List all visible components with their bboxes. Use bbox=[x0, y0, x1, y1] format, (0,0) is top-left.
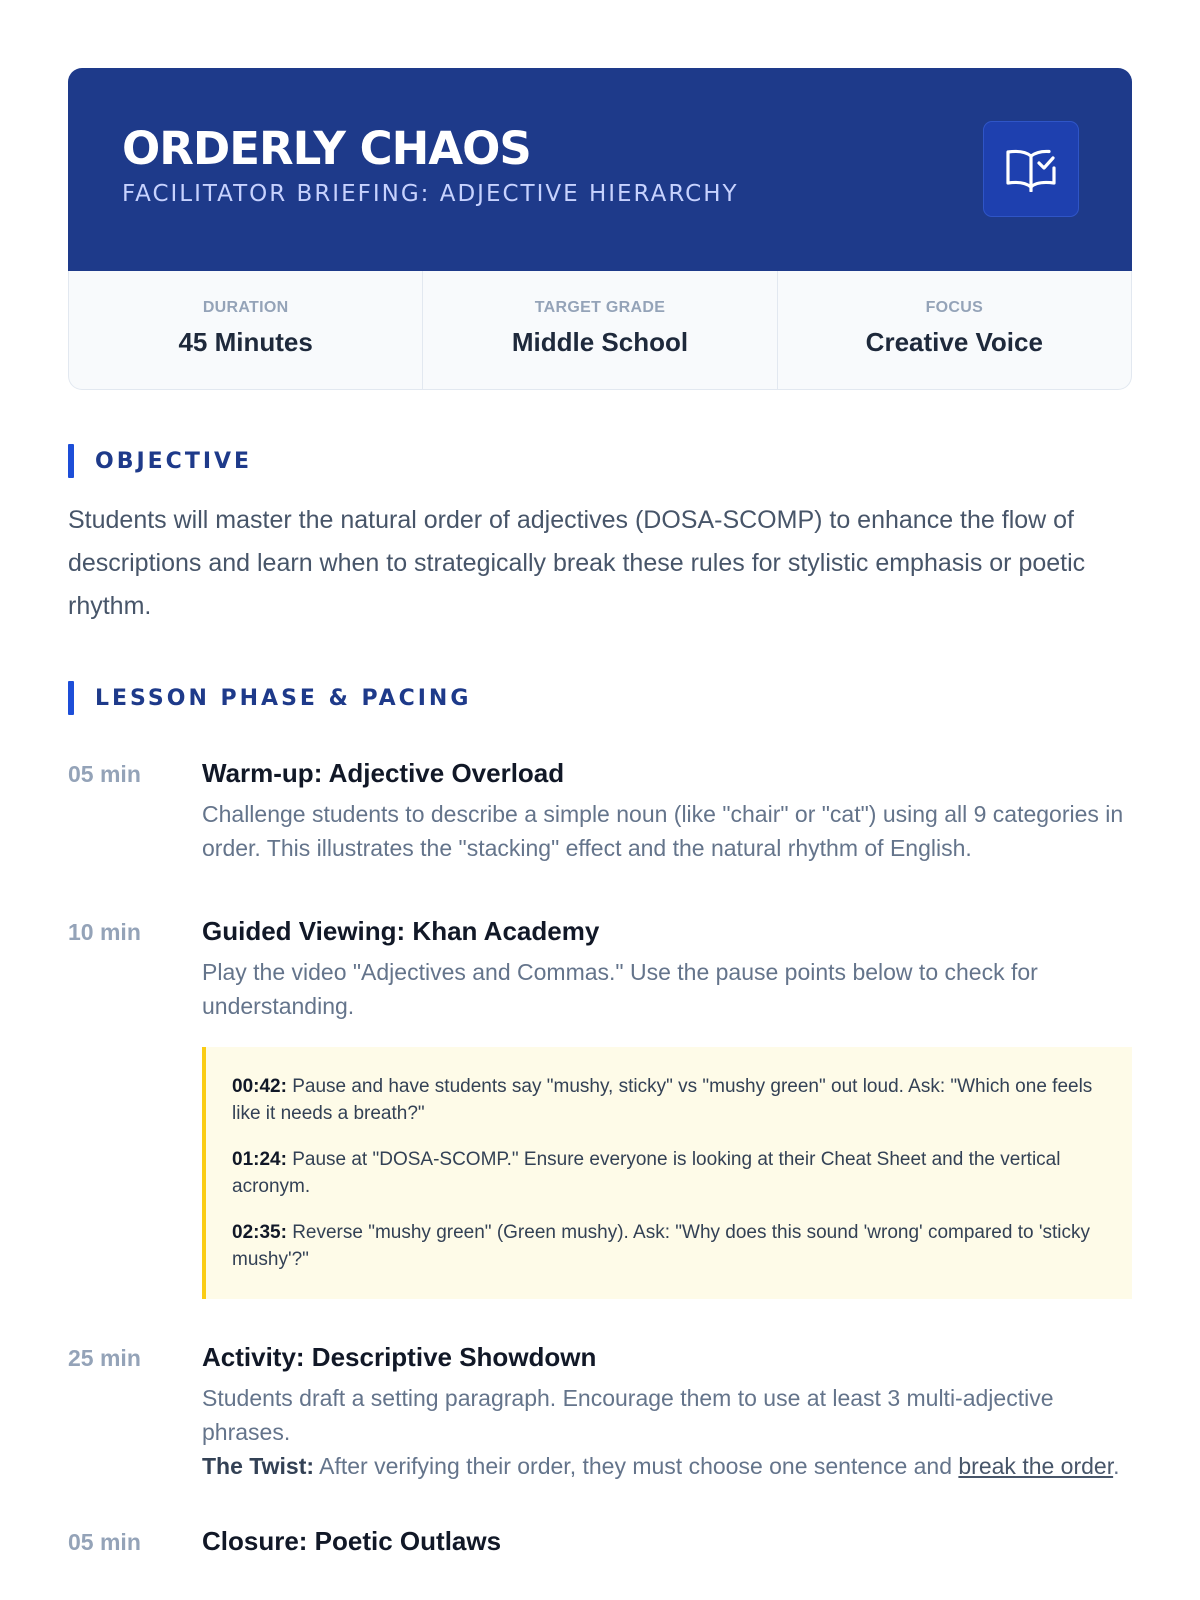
book-check-icon bbox=[983, 121, 1079, 217]
page-subtitle: FACILITATOR BRIEFING: ADJECTIVE HIERARCHY bbox=[122, 181, 739, 207]
twist-end: . bbox=[1113, 1453, 1120, 1479]
phase-title: Closure: Poetic Outlaws bbox=[202, 1526, 502, 1556]
meta-label: TARGET GRADE bbox=[534, 299, 666, 316]
pause-point bbox=[232, 1146, 1106, 1200]
phase-time: 10 min bbox=[68, 919, 141, 945]
meta-target-grade bbox=[423, 271, 777, 389]
pacing-heading bbox=[68, 681, 1132, 715]
phase-body bbox=[202, 1341, 1132, 1483]
page-title: ORDERLY CHAOS bbox=[122, 122, 531, 175]
meta-value: Creative Voice bbox=[865, 327, 1043, 357]
pause-note: Pause and have students say "mushy, sticky" vs "mushy green" out loud. Ask: "Which one feels like it needs a breath?" bbox=[232, 1076, 1093, 1124]
lesson-meta bbox=[68, 271, 1132, 390]
objective-heading bbox=[68, 444, 1132, 478]
pause-note: Pause at "DOSA-SCOMP." Ensure everyone is looking at their Cheat Sheet and the vertical acronym. bbox=[232, 1149, 1061, 1197]
section-accent-bar bbox=[68, 444, 74, 478]
twist-text: After verifying their order, they must choose one sentence and bbox=[314, 1453, 959, 1479]
twist-label: The Twist: bbox=[202, 1453, 315, 1479]
phase-time: 05 min bbox=[68, 1529, 141, 1555]
phase-body bbox=[202, 1525, 1132, 1557]
objective-text: Students will master the natural order of adjectives (DOSA-SCOMP) to enhance the flow of descriptions and learn when to strategically break these rules for stylistic emphasis or poetic rhythm. bbox=[68, 506, 1086, 620]
phase-guided-viewing bbox=[68, 915, 1132, 1299]
phase-title: Warm-up: Adjective Overload bbox=[202, 758, 565, 788]
activity-description: Students draft a setting paragraph. Encourage them to use at least 3 multi-adjective phrases. bbox=[202, 1385, 1054, 1445]
meta-label: FOCUS bbox=[925, 299, 984, 316]
meta-label: DURATION bbox=[202, 299, 289, 316]
phase-description bbox=[202, 1381, 1132, 1483]
pause-points-box bbox=[202, 1047, 1132, 1299]
break-the-order-emphasis: break the order bbox=[958, 1453, 1114, 1479]
meta-focus bbox=[778, 271, 1131, 389]
pause-point bbox=[232, 1219, 1106, 1273]
phase-title: Guided Viewing: Khan Academy bbox=[202, 916, 600, 946]
phase-body bbox=[202, 757, 1132, 865]
header-banner bbox=[68, 68, 1132, 271]
section-title: LESSON PHASE & PACING bbox=[95, 685, 472, 711]
pause-point bbox=[232, 1073, 1106, 1127]
pause-timestamp: 02:35: bbox=[232, 1222, 287, 1243]
phase-title: Activity: Descriptive Showdown bbox=[202, 1342, 597, 1372]
pause-timestamp: 01:24: bbox=[232, 1149, 287, 1170]
phase-warm-up bbox=[68, 757, 1132, 865]
meta-duration bbox=[69, 271, 423, 389]
phase-time: 25 min bbox=[68, 1345, 141, 1371]
pause-timestamp: 00:42: bbox=[232, 1076, 287, 1097]
phase-activity bbox=[68, 1341, 1132, 1483]
phase-description: Play the video "Adjectives and Commas." Use the pause points below to check for understanding. bbox=[202, 959, 1038, 1019]
section-accent-bar bbox=[68, 681, 74, 715]
phase-body bbox=[202, 915, 1132, 1299]
phase-time: 05 min bbox=[68, 761, 141, 787]
phase-description: Challenge students to describe a simple noun (like "chair" or "cat") using all 9 categories in order. This illustrates the "stacking" effect and the natural rhythm of English. bbox=[202, 801, 1124, 861]
meta-value: Middle School bbox=[511, 327, 689, 357]
pause-note: Reverse "mushy green" (Green mushy). Ask: "Why does this sound 'wrong' compared to 'sticky mushy'?" bbox=[232, 1222, 1090, 1270]
phase-closure bbox=[68, 1525, 1132, 1557]
section-title: OBJECTIVE bbox=[95, 448, 253, 474]
meta-value: 45 Minutes bbox=[178, 327, 313, 357]
